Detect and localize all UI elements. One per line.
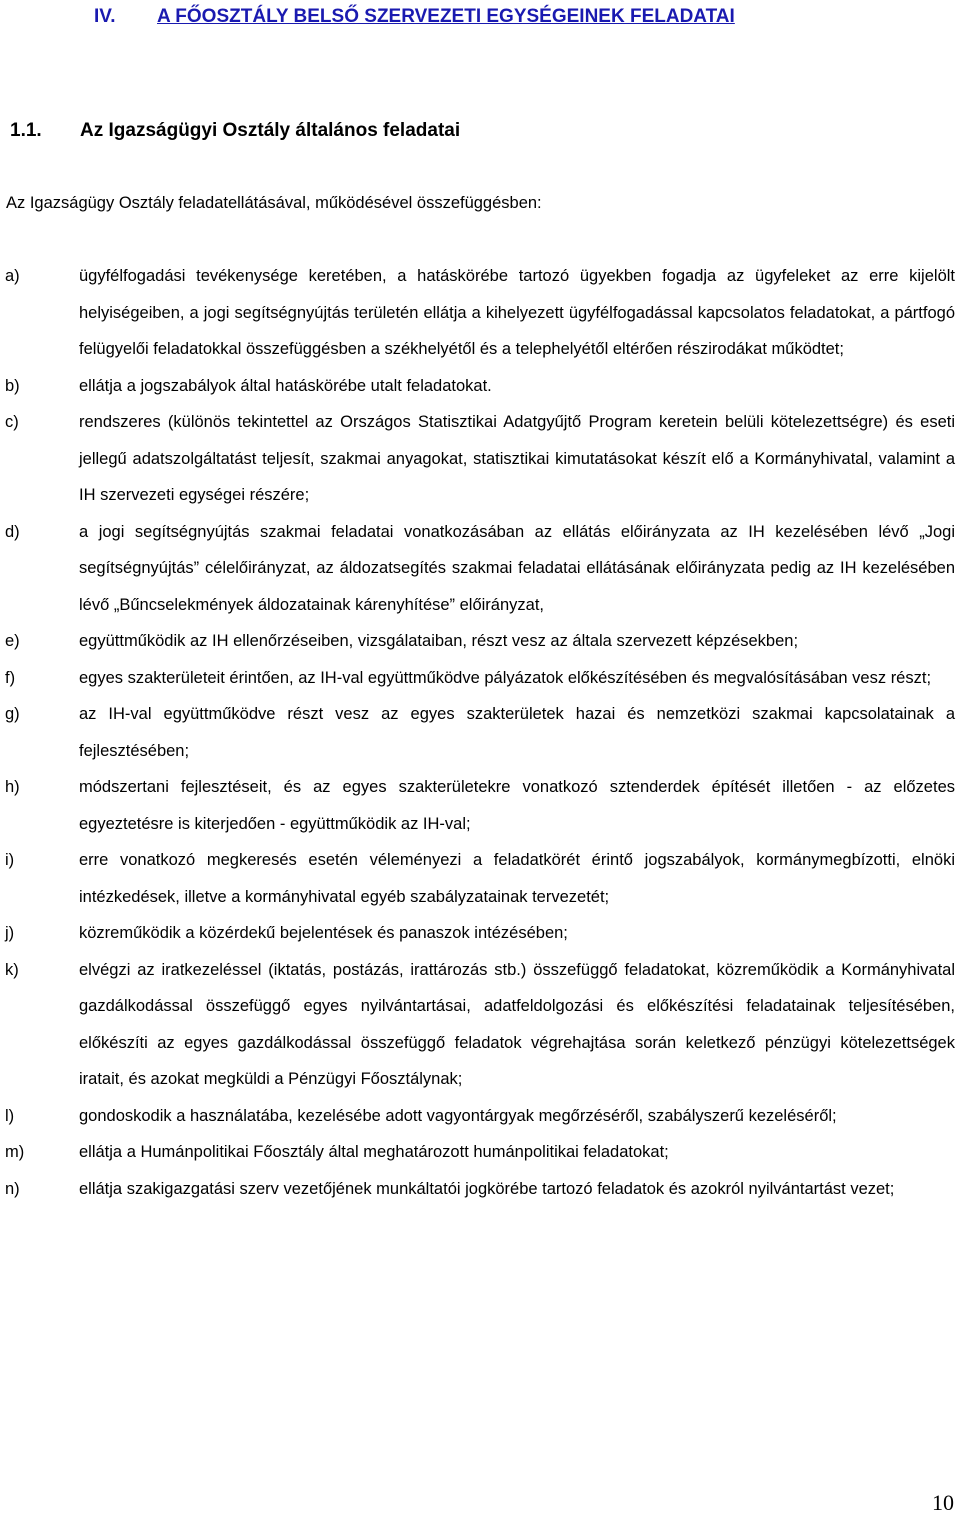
list-marker: e) — [5, 632, 20, 650]
list-item — [0, 623, 960, 660]
list-item-text: gondoskodik a használatába, kezelésébe adott vagyontárgyak megőrzéséről, szabályszerű kezeléséről; — [79, 1106, 837, 1125]
chapter-title: A FŐOSZTÁLY BELSŐ SZERVEZETI EGYSÉGEINEK FELADATAI — [157, 6, 735, 27]
list-item — [0, 769, 960, 842]
list-marker: f) — [5, 668, 16, 687]
list-item-text: ellátja szakigazgatási szerv vezetőjének munkáltatói jogkörébe tartozó feladatok és azokról nyilvántartást vezet; — [79, 1179, 895, 1198]
list-marker: h) — [5, 778, 20, 796]
list-marker: k) — [5, 960, 19, 979]
list-item — [0, 1098, 960, 1135]
list-item-text: ellátja a Humánpolitikai Főosztály által meghatározott humánpolitikai feladatokat; — [79, 1143, 669, 1161]
list-item-text: rendszeres (különös tekintettel az Országos Statisztikai Adatgyűjtő Program keretein belüli kötelezettségre) és eseti jellegű adatszolgáltatást teljesít, szakmai anyagokat, statisztikai kimutatásokat készít elő a Kormányhivatal, valamint a IH szervezeti egységei részére; — [79, 413, 955, 504]
list-item-text: elvégzi az iratkezeléssel (iktatás, postázás, irattározás stb.) összefüggő feladatokat, közreműködik a Kormányhivatal gazdálkodással összefüggő egyes nyilvántartásai, adatfeldolgozási és előkészítési feladatainak teljesítésében, előkészíti az egyes gazdálkodással összefüggő feladatok végrehajtása során keletkező pénzügyi kötelezettségek iratait, és azokat megküldi a Pénzügyi Főosztálynak; — [79, 960, 955, 1088]
list-marker: a) — [5, 267, 20, 285]
list-marker: b) — [5, 376, 20, 395]
task-list — [0, 258, 960, 1207]
chapter-number: IV. — [94, 6, 116, 27]
list-marker: l) — [5, 1106, 15, 1125]
list-item-text: ügyfélfogadási tevékenysége keretében, a hatáskörébe tartozó ügyekben fogadja az ügyfeleket az erre kijelölt helyiségeiben, a jogi segítségnyújtás területén ellátja a kihelyezett ügyfélfogadással kapcsolatos feladatokat, a pártfogó felügyelői feladatokkal összefüggésben a székhelyétől és a telephelyétől eltérően részirodákat működtet; — [79, 267, 955, 358]
list-marker: j) — [5, 924, 15, 942]
list-item-text: együttműködik az IH ellenőrzéseiben, vizsgálataiban, részt vesz az általa szervezett képzésekben; — [79, 632, 799, 650]
list-item — [0, 842, 960, 915]
list-item-text: erre vonatkozó megkeresés esetén véleményezi a feladatkörét érintő jogszabályok, kormánymegbízotti, elnöki intézkedések, illetve a kormányhivatal egyéb szabályzatainak tervezetét; — [79, 851, 955, 906]
list-item — [0, 1171, 960, 1208]
list-item-text: módszertani fejlesztéseit, és az egyes szakterületekre vonatkozó sztenderdek építését illetően - az előzetes egyeztetésre is kiterjedően - együttműködik az IH-val; — [79, 778, 955, 833]
list-item — [0, 952, 960, 1098]
chapter-heading — [94, 6, 735, 28]
list-item — [0, 404, 960, 514]
list-item-text: a jogi segítségnyújtás szakmai feladatai vonatkozásában az ellátás előirányzata az IH kezelésében lévő „Jogi segítségnyújtás” célelőirányzat, az áldozatsegítés szakmai feladatai ellátásának előirányzata pedig az IH kezelésében lévő „Bűncselekmények áldozatainak kárenyhítése” előirányzat, — [79, 522, 955, 614]
list-item-text: az IH-val együttműködve részt vesz az egyes szakterületek hazai és nemzetközi szakmai kapcsolatainak a fejlesztésében; — [79, 705, 955, 760]
list-item — [0, 258, 960, 368]
list-marker: g) — [5, 705, 20, 723]
page-number: 10 — [932, 1490, 954, 1515]
list-item — [0, 915, 960, 952]
list-item — [0, 368, 960, 405]
list-marker: i) — [5, 851, 15, 869]
section-heading — [10, 120, 460, 142]
list-item-text: ellátja a jogszabályok által hatáskörébe utalt feladatokat. — [79, 376, 492, 395]
list-item-text: közreműködik a közérdekű bejelentések és panaszok intézésében; — [79, 924, 568, 942]
section-title: Az Igazságügyi Osztály általános feladatai — [80, 120, 461, 141]
list-marker: c) — [5, 413, 19, 431]
intro-paragraph: Az Igazságügy Osztály feladatellátásával, működésével összefüggésben: — [6, 194, 542, 212]
list-item-text: egyes szakterületeit érintően, az IH-val együttműködve pályázatok előkészítésében és megvalósításában vesz részt; — [79, 668, 932, 687]
list-item — [0, 660, 960, 697]
list-marker: m) — [5, 1143, 25, 1161]
list-marker: d) — [5, 522, 20, 541]
list-item — [0, 514, 960, 624]
list-item — [0, 1134, 960, 1171]
list-item — [0, 696, 960, 769]
section-number: 1.1. — [10, 120, 42, 141]
list-marker: n) — [5, 1179, 20, 1198]
